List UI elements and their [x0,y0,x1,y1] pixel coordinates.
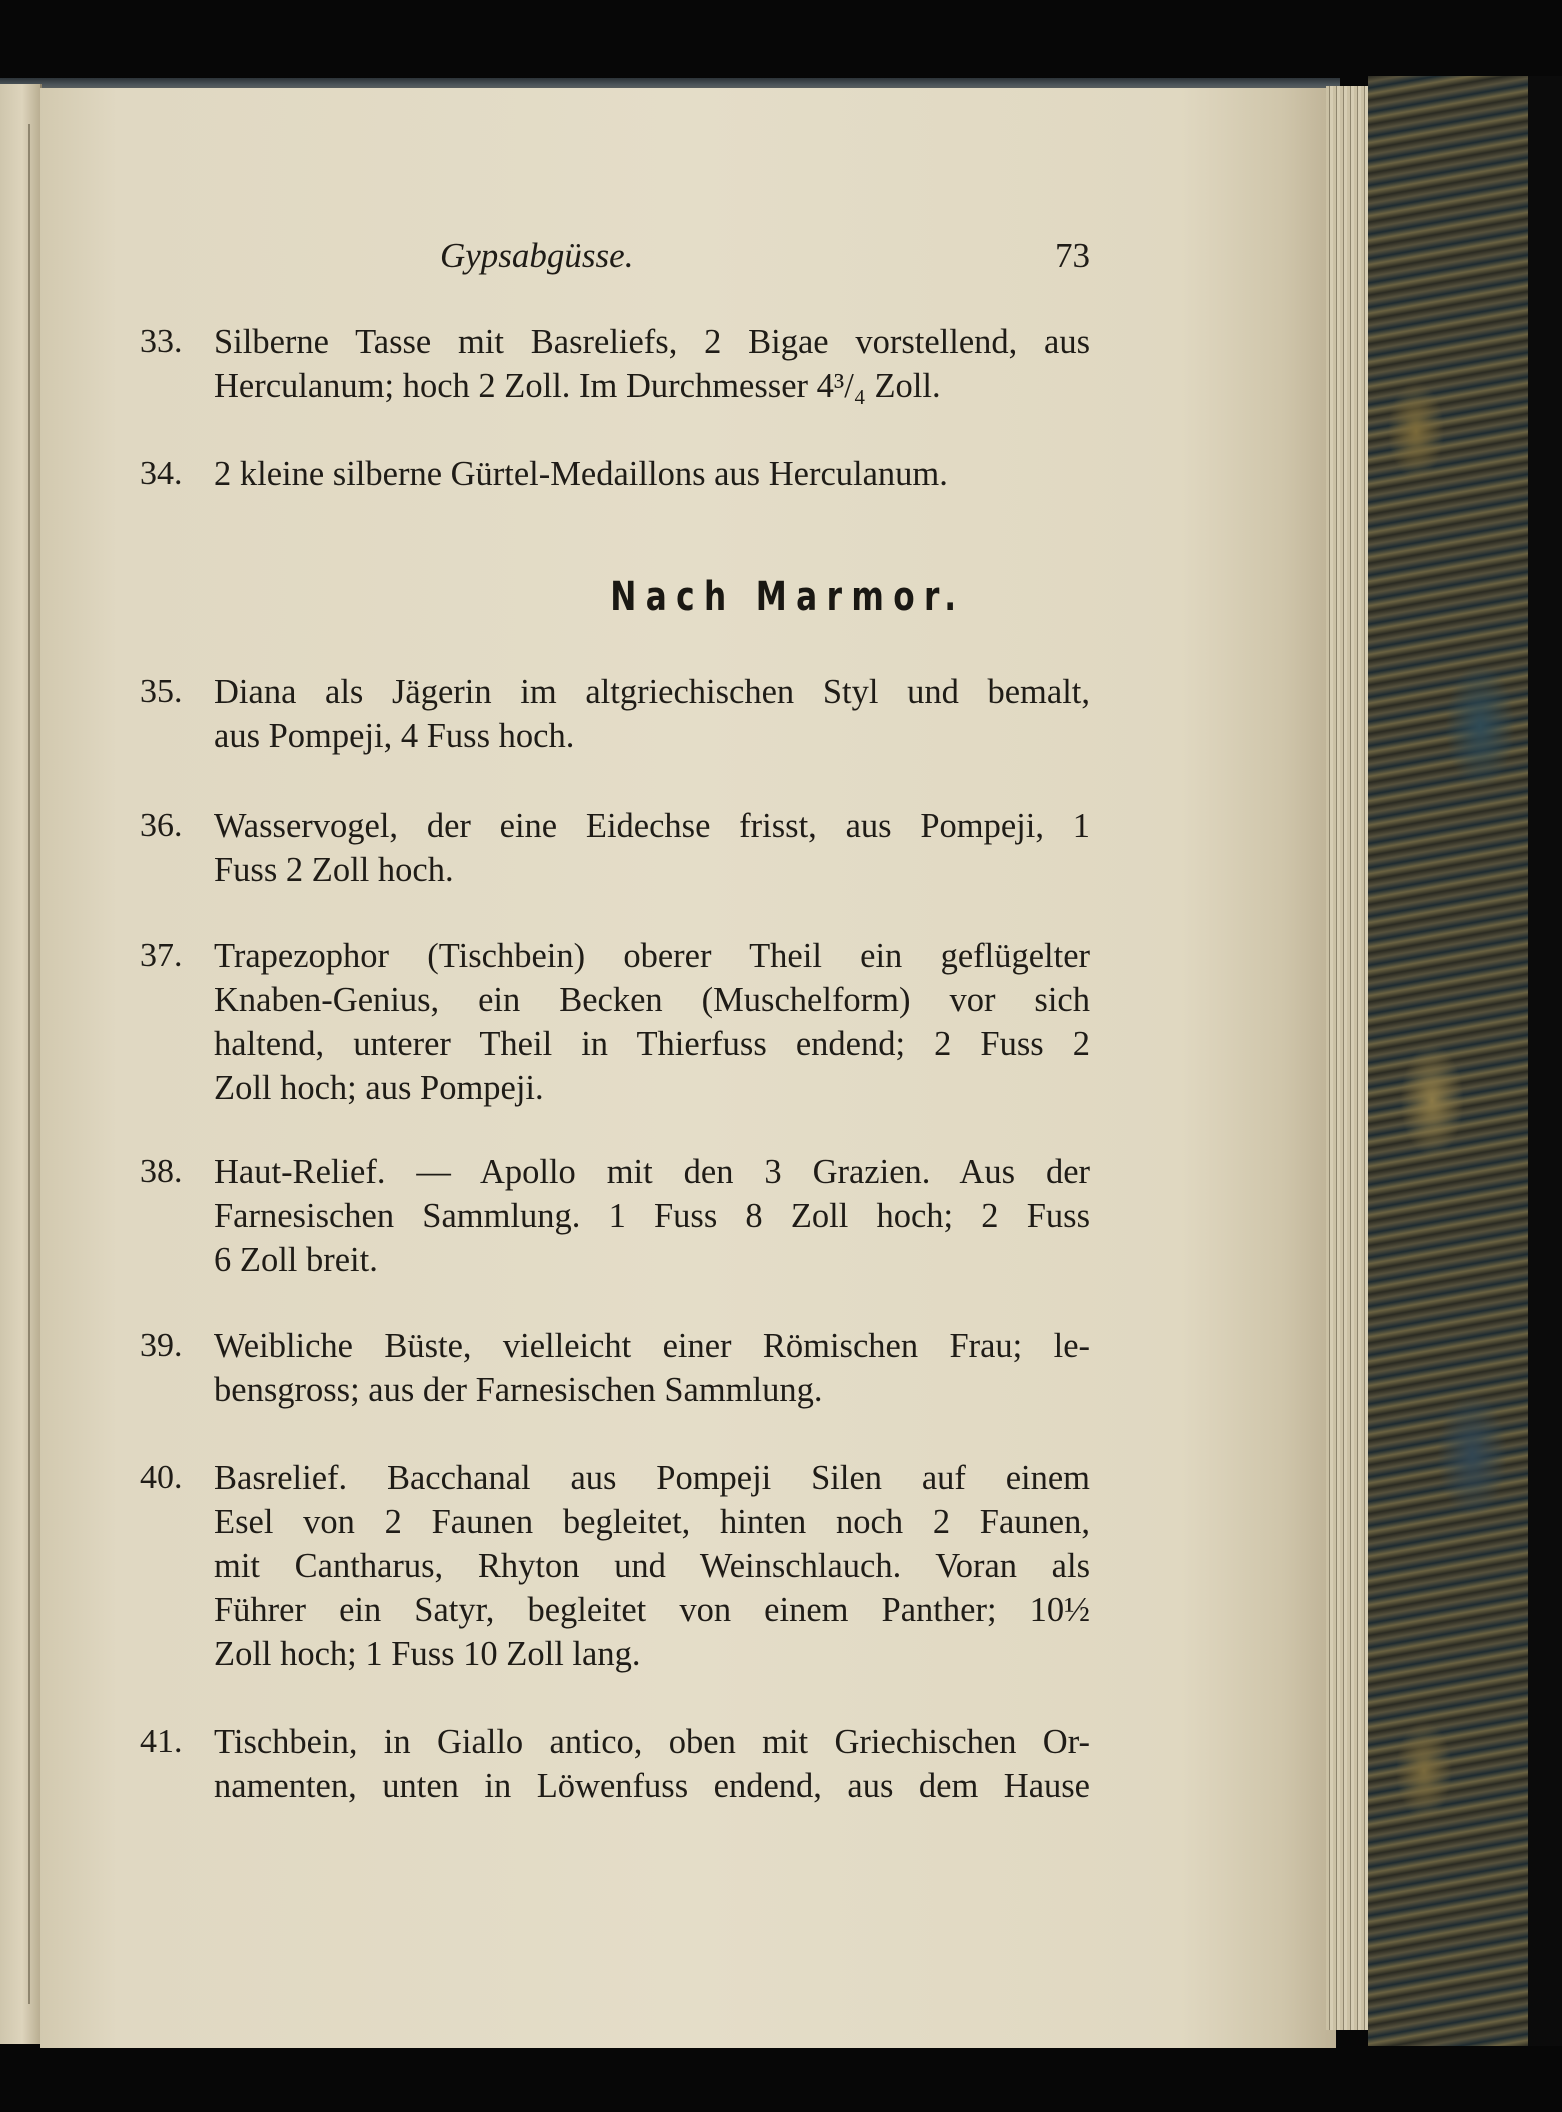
entry-text [214,804,1090,892]
entry-number: 36. [140,807,183,844]
entry-text [214,452,1090,496]
entry-line: Zoll hoch; aus Pompeji. [214,1069,544,1107]
entry-text [214,934,1090,1110]
entry-text [214,1150,1090,1282]
entry-line: Esel von 2 Faunen begleitet, hinten noch 2 Faunen, [214,1503,1090,1541]
entry-line: Diana als Jägerin im altgriechischen Styl und bemalt, [214,673,1090,711]
marbled-cover-board [1368,76,1528,2046]
entry-number: 40. [140,1459,183,1496]
entry-line: Basrelief. Bacchanal aus Pompeji Silen auf einem [214,1459,1090,1497]
entry-line: bensgross; aus der Farnesischen Sammlung. [214,1371,823,1409]
entry-line: Farnesischen Sammlung. 1 Fuss 8 Zoll hoch; 2 Fuss [214,1197,1090,1235]
entry-line: 2 kleine silberne Gürtel-Medaillons aus Herculanum. [214,455,948,493]
entry-number: 37. [140,937,183,974]
entry-line: Trapezophor (Tischbein) oberer Theil ein geflügelter [214,937,1090,975]
entry-text [214,1720,1090,1808]
section-heading: Nach Marmor. [610,574,966,620]
page-number: 73 [1055,236,1090,275]
entry-line: Knaben-Genius, ein Becken (Muschelform) vor sich [214,981,1090,1019]
entry-number: 35. [140,673,183,710]
gutter-line [28,124,30,2004]
entry-line: Fuss 2 Zoll hoch. [214,851,454,889]
entry-line: mit Cantharus, Rhyton und Weinschlauch. Voran als [214,1547,1090,1585]
entry-number: 39. [140,1327,183,1364]
entry-number: 38. [140,1153,183,1190]
entry-text [214,320,1090,408]
entry-number: 41. [140,1723,183,1760]
entry-line: Tischbein, in Giallo antico, oben mit Griechischen Or- [214,1723,1090,1761]
entry-line: Zoll hoch; 1 Fuss 10 Zoll lang. [214,1635,641,1673]
entry-line: Haut-Relief. — Apollo mit den 3 Grazien. Aus der [214,1153,1090,1191]
page-stack-edge [1326,86,1372,2030]
entry-line: Führer ein Satyr, begleitet von einem Panther; 10½ [214,1591,1090,1629]
entry-line: Wasservogel, der eine Eidechse frisst, aus Pompeji, 1 [214,807,1090,845]
entry-number: 34. [140,455,183,492]
entry-line: aus Pompeji, 4 Fuss hoch. [214,717,575,755]
entry-line: namenten, unten in Löwenfuss endend, aus dem Hause [214,1767,1090,1805]
entry-line: haltend, unterer Theil in Thierfuss endend; 2 Fuss 2 [214,1025,1090,1063]
running-head-title: Gypsabgüsse. [440,236,634,275]
entry-text [214,1456,1090,1676]
cover-edge [1528,76,1562,2046]
entry-line: Weibliche Büste, vielleicht einer Römischen Frau; le- [214,1327,1090,1365]
entry-number: 33. [140,323,183,360]
entry-line: Silberne Tasse mit Basreliefs, 2 Bigae vorstellend, aus [214,323,1090,361]
entry-text [214,670,1090,758]
entry-line: Herculanum; hoch 2 Zoll. Im Durchmesser 4³/₄ Zoll. [214,367,941,405]
entry-line: 6 Zoll breit. [214,1241,378,1279]
previous-page-edge [0,84,42,2044]
entry-text [214,1324,1090,1412]
